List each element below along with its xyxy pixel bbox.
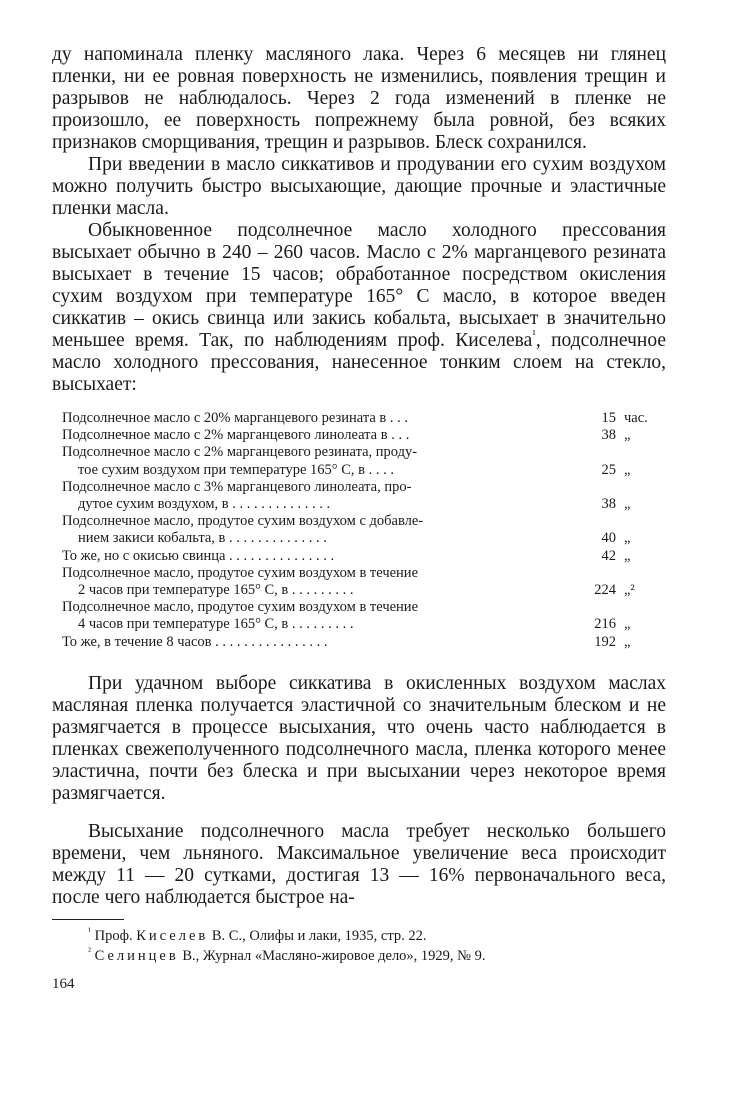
row-description-cont: 4 часов при температуре 165° С, в . . . . . . . . . xyxy=(78,616,354,633)
row-value: 192 xyxy=(594,633,616,650)
table-row xyxy=(62,444,658,478)
table-row xyxy=(62,634,658,651)
row-unit: „ xyxy=(624,530,631,547)
footnote-mark: ¹ xyxy=(88,926,91,938)
table-row xyxy=(62,548,658,565)
footnote-2 xyxy=(52,946,666,966)
paragraph-film-elasticity: При удачном выборе сиккатива в окисленных воздухом маслах масляная пленка получается эластичной со значительным блеском и не размягчается в процессе высыхания, что очень часто наблюдается в пленках свежеполученного подсолнечного масла, пленка которого менее эластична, почти без блеска и при высыхании через некоторое время размягчается. xyxy=(52,672,666,804)
row-description-cont: дутое сухим воздухом, в . . . . . . . . . . . . . . xyxy=(78,496,331,513)
document-page xyxy=(52,44,666,993)
footnote-author: Киселев xyxy=(136,927,209,944)
row-description: То же, в течение 8 часов . . . . . . . . . . . . . . . . xyxy=(62,633,328,650)
row-description: Подсолнечное масло, продутое сухим воздухом в течение xyxy=(62,599,419,616)
row-description: Подсолнечное масло с 2% марганцевого резината, проду- xyxy=(62,444,418,461)
paragraph-drying-weight: Высыхание подсолнечного масла требует несколько большего времени, чем льняного. Максимальное увеличение веса происходит между 11 — 20 сутками, достигая 13 — 16% первоначального веса, после чего наблюдается быстрое на- xyxy=(52,820,666,908)
row-unit: „ xyxy=(624,461,631,478)
row-value: 38 xyxy=(601,427,616,444)
row-unit: „ xyxy=(624,496,631,513)
row-description: Подсолнечное масло с 3% марганцевого линолеата, про- xyxy=(62,478,412,495)
footnote-divider xyxy=(52,919,124,920)
drying-time-table xyxy=(62,410,658,651)
row-value: 25 xyxy=(601,461,616,478)
table-row xyxy=(62,513,658,547)
row-value: 38 xyxy=(601,496,616,513)
paragraph-continuation: ду напоминала пленку масляного лака. Через 6 месяцев ни глянец пленки, ни ее ровная поверхность не изменились, появления трещин и разрывов не наблюдалось. Через 2 года изменений в пленке не произошло, ее поверхность попрежнему была ровной, без всяких признаков сморщивания, трещин и разрывов. Блеск сохранился. xyxy=(52,44,666,153)
row-description: То же, но с окисью свинца . . . . . . . . . . . . . . . xyxy=(62,547,335,564)
paragraph-siccatives: При введении в масло сиккативов и продувании его сухим воздухом можно получить быстро высыхающие, дающие прочные и эластичные пленки масла. xyxy=(52,154,666,219)
row-description-cont: нием закиси кобальта, в . . . . . . . . . . . . . . xyxy=(78,530,327,547)
row-unit: „ xyxy=(624,427,631,444)
row-description: Подсолнечное масло, продутое сухим воздухом с добавле- xyxy=(62,513,424,530)
row-unit: „ xyxy=(624,633,631,650)
paragraph-drying-time-tail: , подсолнечное масло холодного прессования, нанесенное тонким слоем на стекло, высыхает: xyxy=(52,330,666,395)
row-value: 42 xyxy=(601,547,616,564)
row-description: Подсолнечное масло с 2% марганцевого линолеата в . . . xyxy=(62,427,410,444)
table-row xyxy=(62,410,658,427)
paragraph-drying-time xyxy=(52,220,666,396)
footnote-mark: ² xyxy=(88,946,91,958)
footnote-1 xyxy=(52,926,666,946)
footnote-ref-1: ¹ xyxy=(532,327,536,342)
row-unit: „ xyxy=(624,547,631,564)
footnotes xyxy=(52,926,666,966)
row-description: Подсолнечное масло с 20% марганцевого резината в . . . xyxy=(62,410,409,426)
footnote-text: В., Журнал «Масляно-жировое дело», 1929, № 9. xyxy=(182,947,486,964)
paragraph-drying-time-text: Обыкновенное подсолнечное масло холодного прессования высыхает обычно в 240 – 260 часов. Масло с 2% марганцевого резината высыхает в течение 15 часов; обработанное посредством окисления сухим воздухом при температуре 165° С масло, в которое введен сиккатив – окись свинца или закись кобальта, высыхает в значительно меньшее время. Так, по наблюдениям проф. Киселева xyxy=(52,220,666,351)
row-unit: „ xyxy=(624,616,631,633)
row-description-cont: 2 часов при температуре 165° С, в . . . . . . . . . xyxy=(78,582,354,599)
table-row xyxy=(62,427,658,444)
row-description-cont: тое сухим воздухом при температуре 165° С, в . . . . xyxy=(78,461,394,478)
footnote-text: В. С., Олифы и лаки, 1935, стр. 22. xyxy=(211,927,427,944)
row-description: Подсолнечное масло, продутое сухим воздухом в течение xyxy=(62,564,419,581)
footnote-author: Селинцев xyxy=(94,947,179,964)
footnote-prefix: Проф. xyxy=(94,927,133,944)
row-unit: час. xyxy=(624,410,648,426)
row-value: 224 xyxy=(594,582,616,599)
table-row xyxy=(62,599,658,633)
row-value: 216 xyxy=(594,616,616,633)
table-row xyxy=(62,479,658,513)
table-row xyxy=(62,565,658,599)
row-value: 40 xyxy=(601,530,616,547)
row-value: 15 xyxy=(601,410,616,426)
page-number: 164 xyxy=(52,975,75,992)
row-unit: „² xyxy=(624,582,635,599)
